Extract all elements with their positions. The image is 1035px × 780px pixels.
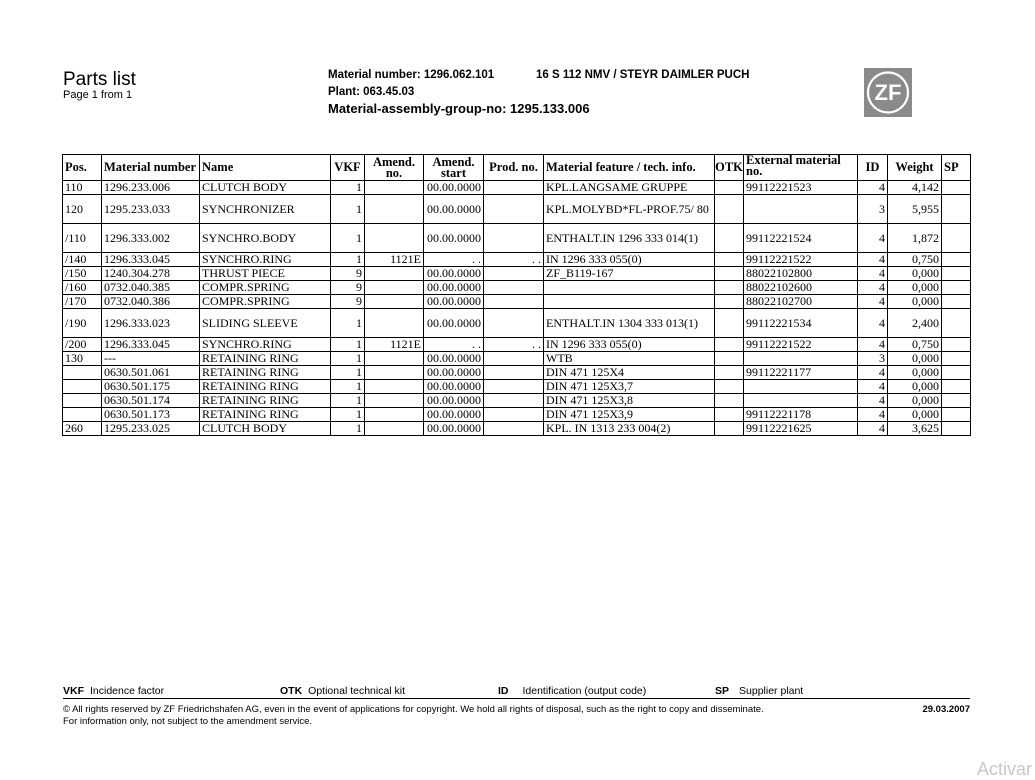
cell-external-material-no [744,195,858,224]
cell-weight: 0,000 [888,295,942,309]
cell-pos: /150 [63,267,102,281]
cell-sp [942,281,971,295]
table-row [63,281,971,295]
cell-material-feature: DIN 471 125X3,7 [544,380,715,394]
cell-material-feature: WTB [544,352,715,366]
cell-material-feature: IN 1296 333 055(0) [544,338,715,352]
cell-pos [63,408,102,422]
legend-text: Supplier plant [739,685,804,697]
legend-item-otk [280,685,405,698]
col-vkf: VKF [331,155,365,181]
cell-material-number: 1240.304.278 [102,267,200,281]
cell-material-number: 1296.233.006 [102,181,200,195]
cell-prod-no [484,352,544,366]
document-date: 29.03.2007 [922,704,970,715]
cell-external-material-no: 99112221522 [744,253,858,267]
cell-vkf: 1 [331,338,365,352]
cell-vkf: 9 [331,267,365,281]
cell-otk [715,394,744,408]
cell-external-material-no [744,380,858,394]
cell-amend-start: 00.00.0000 [424,181,484,195]
cell-name: RETAINING RING [200,352,331,366]
table-header-row [63,155,971,181]
cell-material-number: 0630.501.173 [102,408,200,422]
cell-pos: /170 [63,295,102,309]
cell-prod-no: . . [484,338,544,352]
col-pos: Pos. [63,155,102,181]
cell-amend-no [365,267,424,281]
cell-external-material-no: 88022102600 [744,281,858,295]
cell-sp [942,253,971,267]
col-amend-no: Amend. no. [365,155,424,181]
cell-weight: 0,750 [888,253,942,267]
cell-name: RETAINING RING [200,366,331,380]
cell-pos [63,366,102,380]
table-row [63,352,971,366]
cell-amend-start: 00.00.0000 [424,394,484,408]
cell-vkf: 1 [331,408,365,422]
col-material-feature: Material feature / tech. info. [544,155,715,181]
cell-vkf: 1 [331,380,365,394]
cell-id: 4 [858,338,888,352]
cell-pos: /110 [63,224,102,253]
assembly-group-number: Material-assembly-group-no: 1295.133.006 [328,101,590,116]
cell-amend-no [365,281,424,295]
cell-material-number: 1296.333.023 [102,309,200,338]
cell-sp [942,267,971,281]
cell-vkf: 1 [331,422,365,436]
cell-external-material-no: 88022102700 [744,295,858,309]
cell-name: CLUTCH BODY [200,181,331,195]
cell-id: 4 [858,380,888,394]
cell-prod-no [484,195,544,224]
copyright-notice: © All rights reserved by ZF Friedrichshafen AG, even in the event of applications for copyright. We hold all rights of disposal, such as the right to copy and disseminate. [63,704,764,715]
cell-amend-no [365,422,424,436]
cell-name: COMPR.SPRING [200,295,331,309]
cell-id: 4 [858,394,888,408]
cell-amend-start: 00.00.0000 [424,281,484,295]
table-row [63,267,971,281]
cell-vkf: 9 [331,281,365,295]
cell-weight: 0,000 [888,281,942,295]
cell-material-number: 1295.233.033 [102,195,200,224]
legend [63,685,970,699]
cell-amend-start: 00.00.0000 [424,224,484,253]
cell-external-material-no: 99112221522 [744,338,858,352]
cell-name: THRUST PIECE [200,267,331,281]
cell-pos: 110 [63,181,102,195]
cell-material-number: 1296.333.045 [102,338,200,352]
cell-name: SLIDING SLEEVE [200,309,331,338]
zf-logo-icon [864,68,912,117]
table-row [63,394,971,408]
cell-amend-start: . . [424,338,484,352]
cell-weight: 1,872 [888,224,942,253]
col-external-material-no: External material no. [744,155,858,181]
cell-name: SYNCHRONIZER [200,195,331,224]
cell-id: 4 [858,366,888,380]
legend-item-sp [715,685,803,698]
cell-material-feature: ENTHALT.IN 1296 333 014(1) [544,224,715,253]
cell-sp [942,394,971,408]
cell-amend-start: 00.00.0000 [424,408,484,422]
cell-amend-start: 00.00.0000 [424,422,484,436]
cell-material-feature: DIN 471 125X3,9 [544,408,715,422]
cell-id: 4 [858,309,888,338]
table-row [63,366,971,380]
cell-name: COMPR.SPRING [200,281,331,295]
cell-pos: /160 [63,281,102,295]
cell-prod-no [484,281,544,295]
plant: Plant: 063.45.03 [328,86,415,98]
cell-amend-no [365,195,424,224]
parts-table [62,154,971,436]
cell-material-number: 0630.501.061 [102,366,200,380]
cell-pos: 130 [63,352,102,366]
cell-name: RETAINING RING [200,394,331,408]
col-amend-start: Amend. start [424,155,484,181]
table-row [63,338,971,352]
cell-material-number: 0630.501.175 [102,380,200,394]
col-id: ID [858,155,888,181]
cell-otk [715,352,744,366]
cell-amend-no [365,366,424,380]
cell-id: 4 [858,408,888,422]
cell-name: RETAINING RING [200,380,331,394]
legend-text: Incidence factor [90,685,165,697]
cell-amend-no [365,224,424,253]
cell-prod-no [484,394,544,408]
logo-text: ZF [874,80,902,105]
cell-otk [715,181,744,195]
cell-id: 4 [858,181,888,195]
cell-prod-no [484,380,544,394]
cell-material-number: 0630.501.174 [102,394,200,408]
cell-amend-start: . . [424,253,484,267]
cell-prod-no [484,309,544,338]
col-name: Name [200,155,331,181]
col-material-number: Material number [102,155,200,181]
cell-otk [715,366,744,380]
cell-material-feature: KPL.MOLYBD*FL-PROF.75/ 80 [544,195,715,224]
cell-id: 4 [858,253,888,267]
cell-sp [942,309,971,338]
cell-amend-start: 00.00.0000 [424,295,484,309]
cell-external-material-no: 99112221625 [744,422,858,436]
table-row [63,408,971,422]
cell-weight: 2,400 [888,309,942,338]
cell-weight: 5,955 [888,195,942,224]
cell-vkf: 1 [331,195,365,224]
cell-external-material-no: 99112221524 [744,224,858,253]
legend-item-vkf [63,685,164,698]
table-row [63,195,971,224]
cell-amend-no [365,309,424,338]
cell-amend-no [365,380,424,394]
cell-weight: 0,750 [888,338,942,352]
cell-otk [715,295,744,309]
cell-sp [942,224,971,253]
cell-material-number: 1296.333.002 [102,224,200,253]
cell-vkf: 1 [331,224,365,253]
cell-prod-no [484,295,544,309]
cell-id: 3 [858,352,888,366]
cell-material-feature [544,281,715,295]
cell-otk [715,195,744,224]
cell-otk [715,267,744,281]
cell-pos: 260 [63,422,102,436]
activation-watermark: Activar [977,759,1033,779]
cell-amend-start: 00.00.0000 [424,195,484,224]
legend-abbr: VKF [63,685,84,697]
cell-pos: 120 [63,195,102,224]
legend-item-id [498,685,646,698]
cell-otk [715,380,744,394]
cell-name: SYNCHRO.RING [200,338,331,352]
cell-material-number: 1295.233.025 [102,422,200,436]
cell-amend-start: 00.00.0000 [424,352,484,366]
cell-material-feature [544,295,715,309]
cell-id: 3 [858,195,888,224]
cell-sp [942,422,971,436]
table-row [63,253,971,267]
table-row [63,295,971,309]
cell-amend-no: 1121E [365,338,424,352]
cell-external-material-no: 99112221178 [744,408,858,422]
cell-id: 4 [858,281,888,295]
table-row [63,380,971,394]
material-number: Material number: 1296.062.101 [328,69,495,81]
cell-weight: 4,142 [888,181,942,195]
cell-external-material-no: 99112221177 [744,366,858,380]
cell-name: CLUTCH BODY [200,422,331,436]
cell-sp [942,295,971,309]
cell-pos [63,380,102,394]
cell-vkf: 1 [331,253,365,267]
cell-vkf: 1 [331,181,365,195]
cell-weight: 0,000 [888,352,942,366]
cell-name: SYNCHRO.RING [200,253,331,267]
cell-amend-no [365,352,424,366]
legend-abbr: SP [715,685,730,697]
cell-external-material-no [744,394,858,408]
cell-amend-start: 00.00.0000 [424,267,484,281]
cell-vkf: 1 [331,366,365,380]
cell-vkf: 9 [331,295,365,309]
cell-prod-no [484,267,544,281]
legend-text: Optional technical kit [308,685,406,697]
cell-prod-no [484,224,544,253]
page-title: Parts list [63,69,136,90]
cell-external-material-no [744,352,858,366]
cell-amend-start: 00.00.0000 [424,309,484,338]
cell-weight: 0,000 [888,408,942,422]
cell-otk [715,408,744,422]
cell-name: SYNCHRO.BODY [200,224,331,253]
cell-amend-no [365,408,424,422]
cell-sp [942,366,971,380]
cell-material-feature: DIN 471 125X4 [544,366,715,380]
cell-material-number: 0732.040.385 [102,281,200,295]
cell-id: 4 [858,224,888,253]
cell-weight: 3,625 [888,422,942,436]
cell-external-material-no: 99112221523 [744,181,858,195]
cell-vkf: 1 [331,309,365,338]
cell-pos: /190 [63,309,102,338]
cell-prod-no [484,408,544,422]
col-prod-no: Prod. no. [484,155,544,181]
cell-pos: /200 [63,338,102,352]
col-otk: OTK [715,155,744,181]
page-info: Page 1 from 1 [63,89,133,101]
table-row [63,309,971,338]
cell-material-number: 0732.040.386 [102,295,200,309]
legend-abbr: OTK [280,685,303,697]
col-weight: Weight [888,155,942,181]
cell-material-feature: ENTHALT.IN 1304 333 013(1) [544,309,715,338]
cell-name: RETAINING RING [200,408,331,422]
cell-material-feature: DIN 471 125X3,8 [544,394,715,408]
cell-material-feature: KPL. IN 1313 233 004(2) [544,422,715,436]
cell-material-feature: IN 1296 333 055(0) [544,253,715,267]
cell-vkf: 1 [331,394,365,408]
cell-sp [942,181,971,195]
cell-id: 4 [858,267,888,281]
cell-otk [715,253,744,267]
vehicle-description: 16 S 112 NMV / STEYR DAIMLER PUCH [536,69,750,81]
cell-weight: 0,000 [888,380,942,394]
cell-id: 4 [858,295,888,309]
table-row [63,422,971,436]
cell-otk [715,338,744,352]
table-row [63,224,971,253]
cell-amend-start: 00.00.0000 [424,380,484,394]
cell-otk [715,224,744,253]
cell-pos [63,394,102,408]
cell-external-material-no: 99112221534 [744,309,858,338]
cell-external-material-no: 88022102800 [744,267,858,281]
cell-otk [715,422,744,436]
cell-id: 4 [858,422,888,436]
cell-material-feature: ZF_B119-167 [544,267,715,281]
cell-vkf: 1 [331,352,365,366]
cell-sp [942,338,971,352]
cell-prod-no [484,181,544,195]
cell-amend-no: 1121E [365,253,424,267]
cell-amend-start: 00.00.0000 [424,366,484,380]
cell-sp [942,408,971,422]
cell-weight: 0,000 [888,267,942,281]
cell-sp [942,195,971,224]
cell-amend-no [365,394,424,408]
cell-otk [715,281,744,295]
cell-sp [942,380,971,394]
cell-otk [715,309,744,338]
legend-abbr: ID [498,685,509,697]
cell-pos: /140 [63,253,102,267]
legend-text: Identification (output code) [522,685,647,697]
cell-sp [942,352,971,366]
cell-weight: 0,000 [888,366,942,380]
cell-material-feature: KPL.LANGSAME GRUPPE [544,181,715,195]
cell-material-number: 1296.333.045 [102,253,200,267]
cell-prod-no [484,422,544,436]
table-row [63,181,971,195]
cell-weight: 0,000 [888,394,942,408]
col-sp: SP [942,155,971,181]
cell-amend-no [365,295,424,309]
cell-material-number: --- [102,352,200,366]
cell-amend-no [365,181,424,195]
cell-prod-no: . . [484,253,544,267]
cell-prod-no [484,366,544,380]
information-notice: For information only, not subject to the amendment service. [63,716,313,727]
